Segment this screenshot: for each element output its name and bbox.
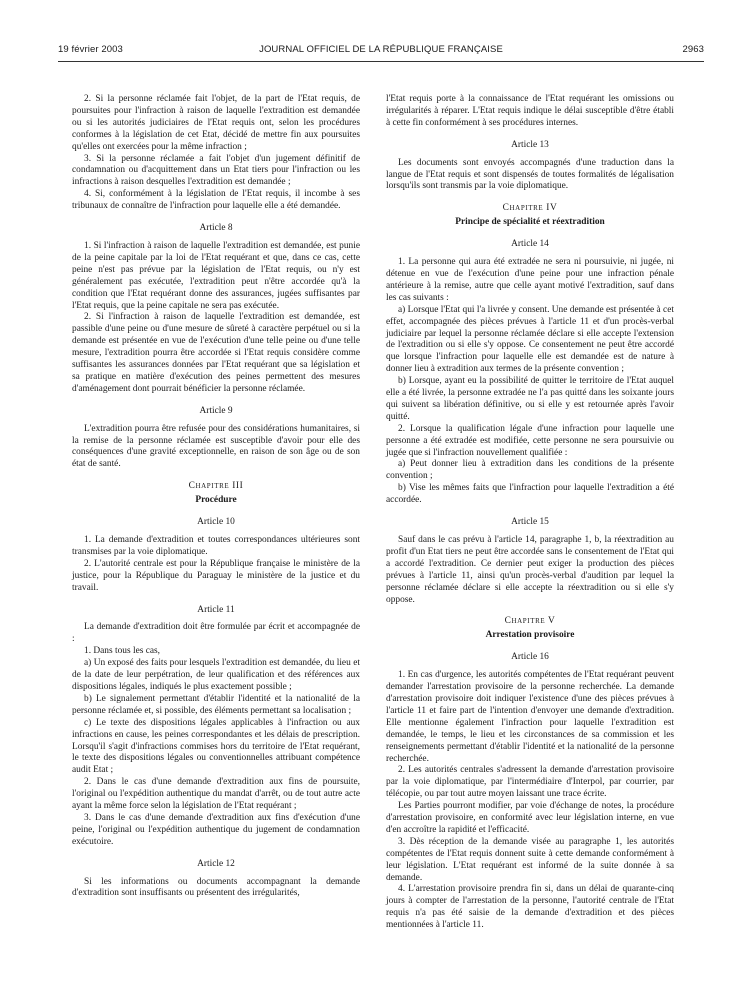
chapter-title: Procédure <box>195 495 237 506</box>
paragraph: c) Le texte des dispositions légales applicables à l'infraction ou aux infractions en cause, les peines correspondantes et les délais de prescription. Lorsqu'il s'agit d'infractions commises hors du territoire de l'Etat requérant, le texte des dispositions légales ou conventionnelles attribuant compétence audit Etat ; <box>72 717 360 776</box>
paragraph: 1. La personne qui aura été extradée ne sera ni poursuivie, ni jugée, ni détenue en vue de l'exécution d'une peine pour une infraction pénale antérieure à la remise, autre que celle ayant motivé l'extradition, sauf dans les cas suivants : <box>386 257 674 303</box>
paragraph: 2. Dans le cas d'une demande d'extradition aux fins de poursuite, l'original ou l'expédition authentique du mandat d'arrêt, ou de tout autre acte ayant la même force selon la législation de l'Etat requérant ; <box>72 777 360 812</box>
paragraph: 2. Les autorités centrales s'adressent la demande d'arrestation provisoire par la voie diplomatique, par l'intermédiaire d'Interpol, par courrier, par télécopie, ou par tout autre moyen laissant une trace écrite. <box>386 765 674 800</box>
paragraph: 2. Lorsque la qualification légale d'une infraction pour laquelle une personne a été extradée est modifiée, cette personne ne sera poursuivie ou jugée que si l'infraction nouvellement qualifiée : <box>386 423 674 458</box>
paragraph: b) Le signalement permettant d'établir l'identité et la nationalité de la personne réclamée et, si possible, des éléments permettant sa localisation ; <box>72 693 360 716</box>
paragraph: 2. Si la personne réclamée fait l'objet, de la part de l'Etat requis, de poursuites pour l'infraction à raison de laquelle l'extradition est demandée ou si les autorités judiciaires de l'Etat requis ont, selon les procédures conformes à la législation de cet Etat, décidé de mettre fin aux poursuites qu'elles ont exercées pour la même infraction ; <box>72 94 360 152</box>
paragraph: b) Lorsque, ayant eu la possibilité de quitter le territoire de l'Etat auquel elle a été livrée, la personne extradée ne l'a pas quitté dans les soixante jours qui suivent sa libération définitive, ou si elle y est retournée après l'avoir quitté. <box>386 376 674 422</box>
chapter-title: Principe de spécialité et réextradition <box>455 217 605 228</box>
paragraph: a) Un exposé des faits pour lesquels l'extradition est demandée, du lieu et de la date de leur perpétration, de leur qualification et des références aux dispositions légales, indiqués le plus exactement possible ; <box>72 658 360 692</box>
paragraph: 2. Si l'infraction à raison de laquelle l'extradition est demandée, est passible d'une peine ou d'une mesure de sûreté à caractère perpétuel ou si la demande est présentée en vue de l'exécution d'une telle peine ou d'une telle mesure, l'extradition pourra être accordée si l'Etat requis considère comme suffisantes les assurances données par l'Etat requérant que sa législation et sa pratique en matière d'exécution des peines permettent des mesures d'aménagement dont pourrait bénéficier la personne réclamée. <box>72 312 360 394</box>
paragraph: 3. Dans le cas d'une demande d'extradition aux fins d'exécution d'une peine, l'original ou l'expédition authentique du jugement de condamnation exécutoire. <box>72 812 360 847</box>
chapter-heading: Chapitre IV <box>502 203 558 214</box>
paragraph: Les documents sont envoyés accompagnés d'une traduction dans la langue de l'Etat requis et sont dispensés de toutes formalités de légalisation lorsqu'ils sont transmis par la voie diplomatique. <box>386 157 674 192</box>
article-heading: Article 12 <box>197 858 235 869</box>
paragraph: Sauf dans le cas prévu à l'article 14, paragraphe 1, b, la réextradition au profit d'un Etat tiers ne peut être accordée sans le consentement de l'Etat qui a accordé l'extradition. Ce dernier peut exiger la production des pièces prévues à l'article 11, ainsi qu'un procès-verbal d'audition par lequel la personne réclamée déclare si elle accepte la réextradition ou si elle s'y oppose. <box>386 535 674 605</box>
left-column <box>72 94 360 900</box>
paragraph: 4. Si, conformément à la législation de l'Etat requis, il incombe à ses tribunaux de connaître de l'infraction pour laquelle elle a été demandée. <box>72 189 360 212</box>
paragraph: 1. Si l'infraction à raison de laquelle l'extradition est demandée, est punie de la peine capitale par la loi de l'Etat requérant et que, dans ce cas, cette peine n'est pas prévue par la législation de l'Etat requis, ou n'y est généralement pas exécutée, l'extradition peut n'être accordée qu'à la condition que l'Etat requérant donne des assurances, jugées suffisantes par l'Etat requis, que la peine capitale ne sera pas exécutée. <box>72 240 360 311</box>
page-number: 2963 <box>682 44 704 55</box>
article-heading: Article 11 <box>197 604 235 615</box>
paragraph: 1. En cas d'urgence, les autorités compétentes de l'Etat requérant peuvent demander l'arrestation provisoire de la personne recherchée. La demande d'arrestation provisoire doit indiquer l'existence d'une des pièces prévues à l'article 11 et faire part de l'intention d'envoyer une demande d'extradition. Elle mentionne également l'infraction pour laquelle l'extradition est demandée, le temps, le lieu et les circonstances de sa commission et les renseignements permettant d'établir l'identité et la nationalité de la personne recherchée. <box>386 670 674 764</box>
right-column <box>386 94 674 932</box>
article-heading: Article 16 <box>511 652 549 663</box>
article-heading: Article 10 <box>197 517 235 528</box>
page-header <box>58 44 704 60</box>
paragraph: 3. Si la personne réclamée a fait l'objet d'un jugement définitif de condamnation ou d'acquittement dans un Etat tiers pour l'infraction ou les infractions à raison desquelles l'extradition est demandée ; <box>72 153 360 188</box>
article-heading: Article 13 <box>511 139 549 150</box>
article-heading: Article 9 <box>199 405 233 416</box>
header-rule <box>58 61 704 62</box>
chapter-heading: Chapitre III <box>188 481 244 492</box>
chapter-title: Arrestation provisoire <box>485 630 575 641</box>
paragraph: a) Lorsque l'Etat qui l'a livrée y consent. Une demande est présentée à cet effet, accompagnée des pièces prévues à l'article 11 et d'un procès-verbal judiciaire par lequel la personne réclamée déclare si elle accepte l'extension de l'extradition ou si elle s'y oppose. Ce consentement ne peut être accordé que lorsque l'infraction pour laquelle elle est demandée est de nature à donner lieu à extradition aux termes de la présente convention ; <box>386 304 674 375</box>
chapter-heading: Chapitre V <box>504 616 556 627</box>
article-heading: Article 15 <box>511 517 549 528</box>
paragraph: La demande d'extradition doit être formulée par écrit et accompagnée de : <box>72 622 360 645</box>
paragraph: 1. La demande d'extradition et toutes correspondances ultérieures sont transmises par la voie diplomatique. <box>72 535 360 557</box>
paragraph: 4. L'arrestation provisoire prendra fin si, dans un délai de quarante-cinq jours à compter de l'arrestation de la personne, l'autorité centrale de l'Etat requis n'a pas été saisie de la demande d'extradition et des pièces mentionnées à l'article 11. <box>386 884 674 931</box>
paragraph: b) Vise les mêmes faits que l'infraction pour laquelle l'extradition a été accordée. <box>386 483 674 506</box>
article-heading: Article 14 <box>511 239 549 250</box>
paragraph: 2. L'autorité centrale est pour la République française le ministère de la justice, pour la République du Paraguay le ministère de la justice et du travail. <box>72 558 360 593</box>
paragraph: Les Parties pourront modifier, par voie d'échange de notes, la procédure d'arrestation provisoire, en conformité avec leur législation interne, en vue d'en accroître la rapidité et l'efficacité. <box>386 801 674 835</box>
article-heading: Article 8 <box>199 223 233 234</box>
paragraph: 3. Dès réception de la demande visée au paragraphe 1, les autorités compétentes de l'Etat requis donnent suite à cette demande conformément à leur législation. L'Etat requérant est informé de la suite donnée à sa demande. <box>386 836 674 883</box>
journal-title: JOURNAL OFFICIEL DE LA RÉPUBLIQUE FRANÇAISE <box>259 44 503 55</box>
paragraph: a) Peut donner lieu à extradition dans les conditions de la présente convention ; <box>386 459 674 482</box>
issue-date: 19 février 2003 <box>58 44 123 55</box>
paragraph: l'Etat requis porte à la connaissance de l'Etat requérant les omissions ou irrégularités à réparer. L'Etat requis indique le délai susceptible d'être établi à cette fin conformément à ses procédures internes. <box>386 94 674 128</box>
paragraph: Si les informations ou documents accompagnant la demande d'extradition sont insuffisants ou présentent des irrégularités, <box>72 876 360 899</box>
paragraph: L'extradition pourra être refusée pour des considérations humanitaires, si la remise de la personne réclamée est susceptible d'avoir pour elle des conséquences d'une gravité exceptionnelle, en raison de son âge ou de son état de santé. <box>72 423 360 470</box>
paragraph: 1. Dans tous les cas, <box>84 646 161 657</box>
